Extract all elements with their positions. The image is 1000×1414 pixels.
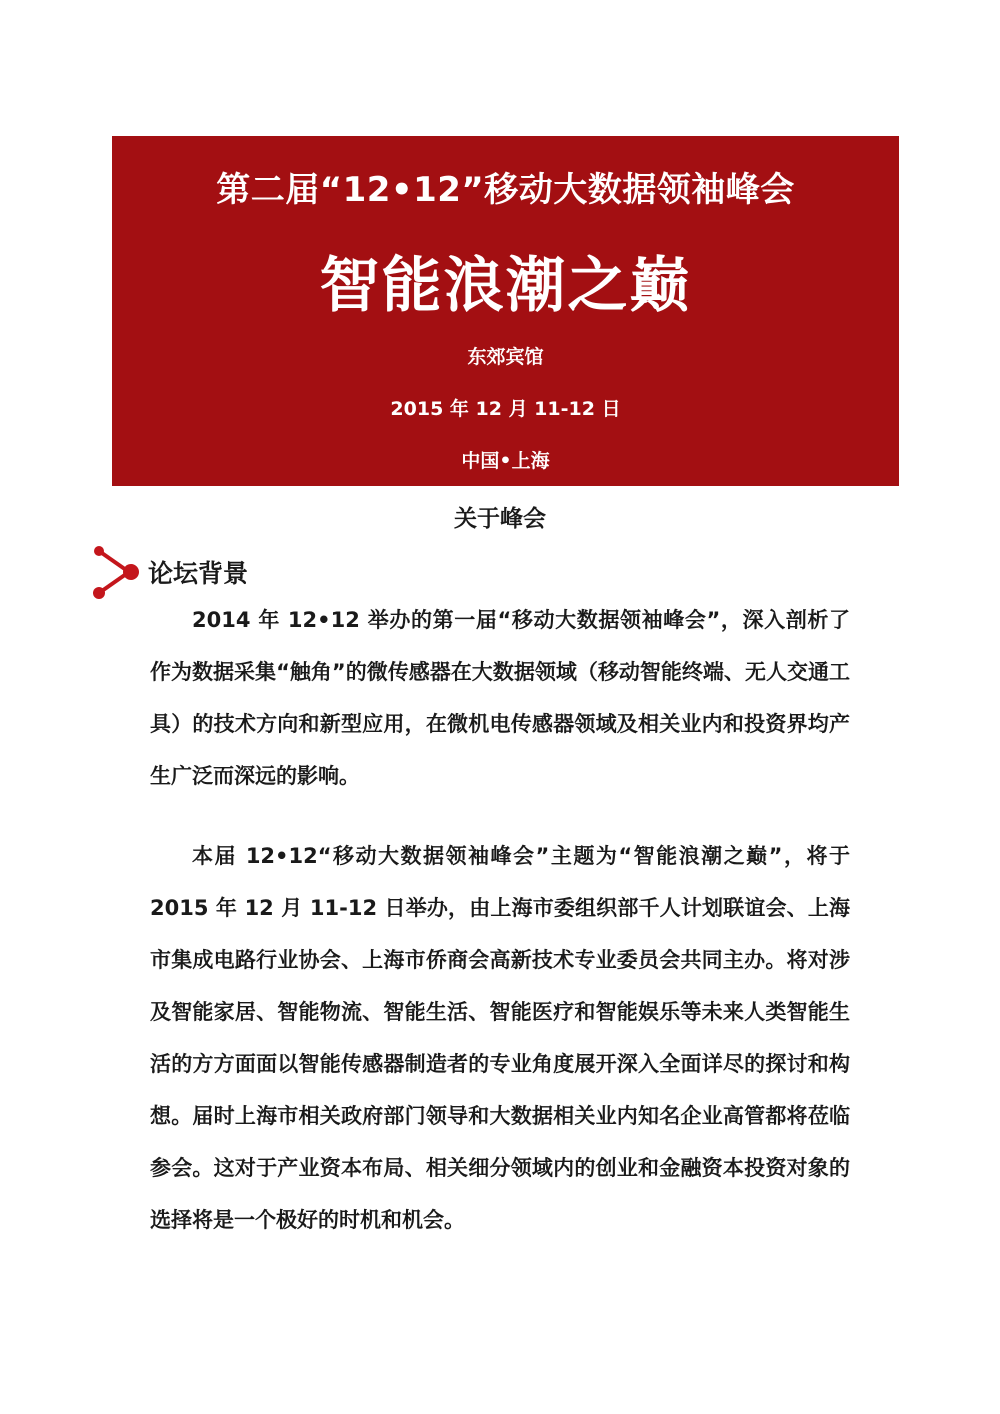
paragraph-current-summit: 本届 12•12“移动大数据领袖峰会”主题为“智能浪潮之巅”，将于 2015 年 12 月 11-12 日举办，由上海市委组织部千人计划联谊会、上海市集成电路行业协会、上海市侨商会高新技术专业委员会共同主办。将对涉及智能家居、智能物流、智能生活、智能医疗和智能娱乐等未来人类智能生活的方方面面以智能传感器制造者的专业角度展开深入全面详尽的探讨和构想。届时上海市相关政府部门领导和大数据相关业内知名企业高管都将莅临参会。这对于产业资本布局、相关细分领域内的创业和金融资本投资对象的选择将是一个极好的时机和机会。 (150, 844, 850, 1232)
paragraph-first-summit: 2014 年 12•12 举办的第一届“移动大数据领袖峰会”，深入剖析了作为数据采集“触角”的微传感器在大数据领域（移动智能终端、无人交通工具）的技术方向和新型应用，在微机电传感器领域及相关业内和投资界均产生广泛而深远的影响。 (150, 608, 850, 788)
summit-subtitle: 第二届“12•12”移动大数据领袖峰会 (216, 170, 795, 210)
forum-background-heading (88, 544, 248, 600)
summit-venue: 东郊宾馆 (467, 346, 544, 368)
summit-location: 中国•上海 (461, 450, 550, 472)
summit-title: 智能浪潮之巅 (319, 251, 692, 321)
section-title: 关于峰会 (454, 506, 546, 532)
molecule-connector-icon (88, 544, 144, 600)
forum-background-heading-text: 论坛背景 (148, 559, 249, 588)
header-banner (112, 136, 899, 486)
summit-date: 2015 年 12 月 11-12 日 (390, 398, 621, 420)
